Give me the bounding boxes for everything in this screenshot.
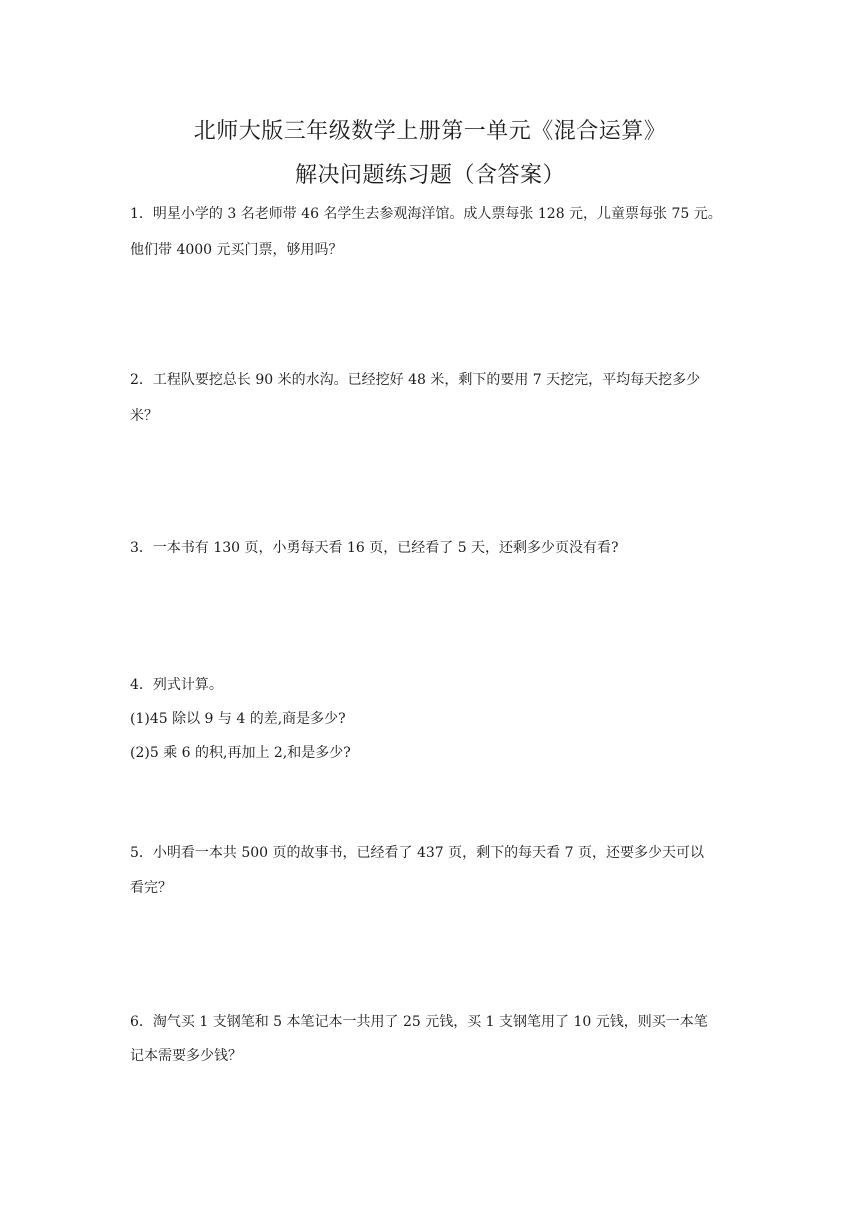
question-6-line-1: 6．淘气买 1 支钢笔和 5 本笔记本一共用了 25 元钱，买 1 支钢笔用了 10 元钱，则买一本笔 bbox=[130, 1014, 708, 1030]
question-4-sub-1: (1)45 除以 9 与 4 的差,商是多少? bbox=[130, 711, 346, 727]
page-subtitle: 解决问题练习题（含答案） bbox=[294, 163, 565, 188]
question-4-sub-2: (2)5 乘 6 的积,再加上 2,和是多少? bbox=[130, 745, 351, 761]
question-4-line-1: 4．列式计算。 bbox=[130, 677, 223, 693]
question-6-line-2: 记本需要多少钱？ bbox=[130, 1048, 242, 1064]
question-3-line-1: 3．一本书有 130 页，小勇每天看 16 页，已经看了 5 天，还剩多少页没有看? bbox=[130, 540, 619, 556]
page-title: 北师大版三年级数学上册第一单元《混合运算》 bbox=[193, 119, 667, 144]
question-1-line-1: 1．明星小学的 3 名老师带 46 名学生去参观海洋馆。成人票每张 128 元，儿童票每张 75 元。 bbox=[130, 206, 722, 222]
question-2-line-2: 米？ bbox=[130, 408, 158, 424]
question-1-line-2: 他们带 4000 元买门票，够用吗？ bbox=[130, 242, 343, 258]
question-5-line-2: 看完？ bbox=[130, 880, 172, 896]
question-5-line-1: 5．小明看一本共 500 页的故事书，已经看了 437 页，剩下的每天看 7 页，还要多少天可以 bbox=[130, 845, 704, 861]
question-2-line-1: 2．工程队要挖总长 90 米的水沟。已经挖好 48 米，剩下的要用 7 天挖完，平均每天挖多少 bbox=[130, 372, 701, 388]
